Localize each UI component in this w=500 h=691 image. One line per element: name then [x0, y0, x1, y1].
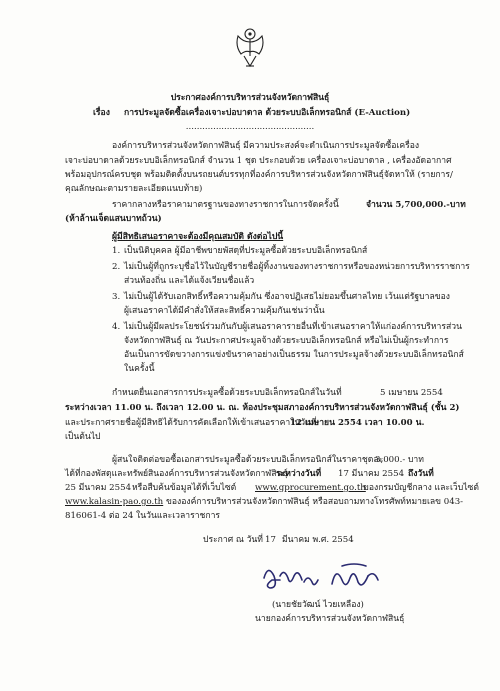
intro-line-4: คุณลักษณะตามรายละเอียดแนบท้าย)	[65, 184, 203, 194]
purchase-line-5: 816061-4 ต่อ 24 ในวันและเวลาราชการ	[65, 511, 221, 521]
purchase-line-2: ได้ที่กองพัสดุและทรัพย์สินองค์การบริหารส่วนจังหวัดกาฬสินธุ์	[65, 469, 288, 479]
schedule-line-3: และประกาศรายชื่อผู้มีสิทธิได้รับการคัดเลือกให้เข้าเสนอราคาในวันที่	[65, 418, 317, 428]
qualifications-heading: ผู้มีสิทธิเสนอราคาจะต้องมีคุณสมบัติ ดังต่อไปนี้	[112, 232, 284, 242]
handwritten-signature	[258, 558, 393, 600]
purchase-period-label: ระหว่างวันที่	[276, 469, 322, 479]
qualification-number: 3.	[112, 292, 121, 302]
announcement-title: ประกาศองค์การบริหารส่วนจังหวัดกาฬสินธุ์	[170, 93, 330, 103]
purchase-end-date: 25 มีนาคม 2554	[65, 483, 132, 493]
intro-line-1: องค์การบริหารส่วนจังหวัดกาฬสินธุ์ มีความประสงค์จะดำเนินการประมูลจัดซื้อเครื่อง	[112, 141, 420, 151]
document-price: 3,000.- บาท	[375, 455, 424, 465]
intro-line-2: เจาะบ่อบาดาลด้วยระบบอิเล็กทรอนิกส์ จำนวน 1 ชุด ประกอบด้วย เครื่องเจาะบ่อบาดาล , เครื่องอัดอากาศ	[65, 156, 452, 166]
title-separator: ...............................................	[185, 122, 315, 132]
announcement-date-day: 17	[265, 535, 276, 545]
announcement-date-rest: มีนาคม พ.ศ. 2554	[282, 535, 354, 545]
signer-position: นายกองค์การบริหารส่วนจังหวัดกาฬสินธุ์	[255, 614, 405, 624]
subject-label: เรื่อง	[93, 108, 110, 118]
qualification-text: ไม่เป็นผู้มีผลประโยชน์ร่วมกันกับผู้เสนอราคารายอื่นที่เข้าเสนอราคาให้แก่องค์การบริหารส่วน	[124, 322, 462, 332]
qualification-number: 2.	[112, 262, 121, 272]
purchase-line-1: ผู้สนใจติดต่อขอซื้อเอกสารประมูลซื้อด้วยระบบอิเล็กทรอนิกส์ในราคาชุดละ	[112, 455, 384, 465]
submission-date: 5 เมษายน 2554	[380, 388, 443, 398]
price-amount-words: (ห้าล้านเจ็ดแสนบาทถ้วน)	[65, 214, 162, 224]
purchase-end-label: ถึงวันที่	[408, 469, 434, 479]
kalasin-pao-link[interactable]: www.kalasin-pao.go.th	[65, 497, 164, 507]
schedule-line-1: กำหนดยื่นเอกสารการประมูลซื้อด้วยระบบอิเล็กทรอนิกส์ในวันที่	[112, 388, 342, 398]
purchase-start-date: 17 มีนาคม 2554	[338, 469, 405, 479]
qualification-number: 1.	[112, 246, 121, 256]
gprocurement-link[interactable]: www.gprocurement.go.th	[255, 483, 366, 493]
purchase-line-3-end: ของกรมบัญชีกลาง และเว็บไซต์	[363, 483, 479, 493]
schedule-line-2: ระหว่างเวลา 11.00 น. ถึงเวลา 12.00 น. ณ. ห้องประชุมสภาองค์การบริหารส่วนจังหวัดกาฬสินธุ์ (ชั้น 2)	[65, 403, 460, 413]
purchase-line-4: ขององค์การบริหารส่วนจังหวัดกาฬสินธุ์ หรือสอบถามทางโทรศัพท์หมายเลข 043-	[166, 497, 464, 507]
qualification-text: ไม่เป็นผู้ได้รับเอกสิทธิ์หรือความคุ้มกัน ซึ่งอาจปฏิเสธไม่ยอมขึ้นศาลไทย เว้นแต่รัฐบาลของ	[124, 292, 450, 302]
qualification-text: ไม่เป็นผู้ที่ถูกระบุชื่อไว้ในบัญชีรายชื่อผู้ทิ้งงานของทางราชการหรือของหน่วยการบริหารราชการ	[124, 262, 470, 272]
garuda-emblem	[233, 26, 267, 70]
qualification-text: เป็นนิติบุคคล ผู้มีอาชีพขายพัสดุที่ประมูลซื้อด้วยระบบอิเล็กทรอนิกส์	[124, 246, 368, 256]
qualification-text: ส่วนท้องถิ่น และได้แจ้งเวียนชื่อแล้ว	[124, 276, 255, 286]
qualification-text: จังหวัดกาฬสินธุ์ ณ วันประกาศประมูลจ้างด้วยระบบอิเล็กทรอนิกส์ หรือไม่เป็นผู้กระทำการ	[124, 336, 449, 346]
price-line: ราคากลางหรือราคามาตรฐานของทางราชการในการจัดครั้งนี้	[112, 200, 339, 210]
purchase-line-3: หรือสืบค้นข้อมูลได้ที่เว็บไซต์	[132, 483, 237, 493]
price-amount: จำนวน 5,700,000.-บาท	[366, 200, 466, 210]
qualification-text: ในครั้งนี้	[124, 364, 155, 374]
schedule-line-4: เป็นต้นไป	[65, 432, 101, 442]
qualification-number: 4.	[112, 322, 121, 332]
qualification-text: ผู้เสนอราคาได้มีคำสั่งให้สละสิทธิ์ความคุ้มกันเช่นว่านั้น	[124, 306, 325, 316]
announcement-date-label: ประกาศ ณ วันที่	[203, 535, 263, 545]
qualification-text: อันเป็นการขัดขวางการแข่งขันราคาอย่างเป็นธรรม ในการประมูลจ้างด้วยระบบอิเล็กทรอนิกส์	[124, 350, 464, 360]
subject: การประมูลจัดซื้อเครื่องเจาะบ่อบาดาล ด้วยระบบอิเล็กทรอนิกส์ (E-Auction)	[124, 108, 411, 118]
intro-line-3: พร้อมอุปกรณ์ครบชุด พร้อมติดตั้งบนรถยนต์บรรทุกที่องค์การบริหารส่วนจังหวัดกาฬสินธุ์จัดหาให้ (รายการ/	[65, 170, 453, 180]
signer-name: (นายชัยวัฒน์ ไวยเหลือง)	[272, 600, 364, 610]
shortlist-date: 12 เมษายน 2554 เวลา 10.00 น.	[290, 418, 425, 428]
